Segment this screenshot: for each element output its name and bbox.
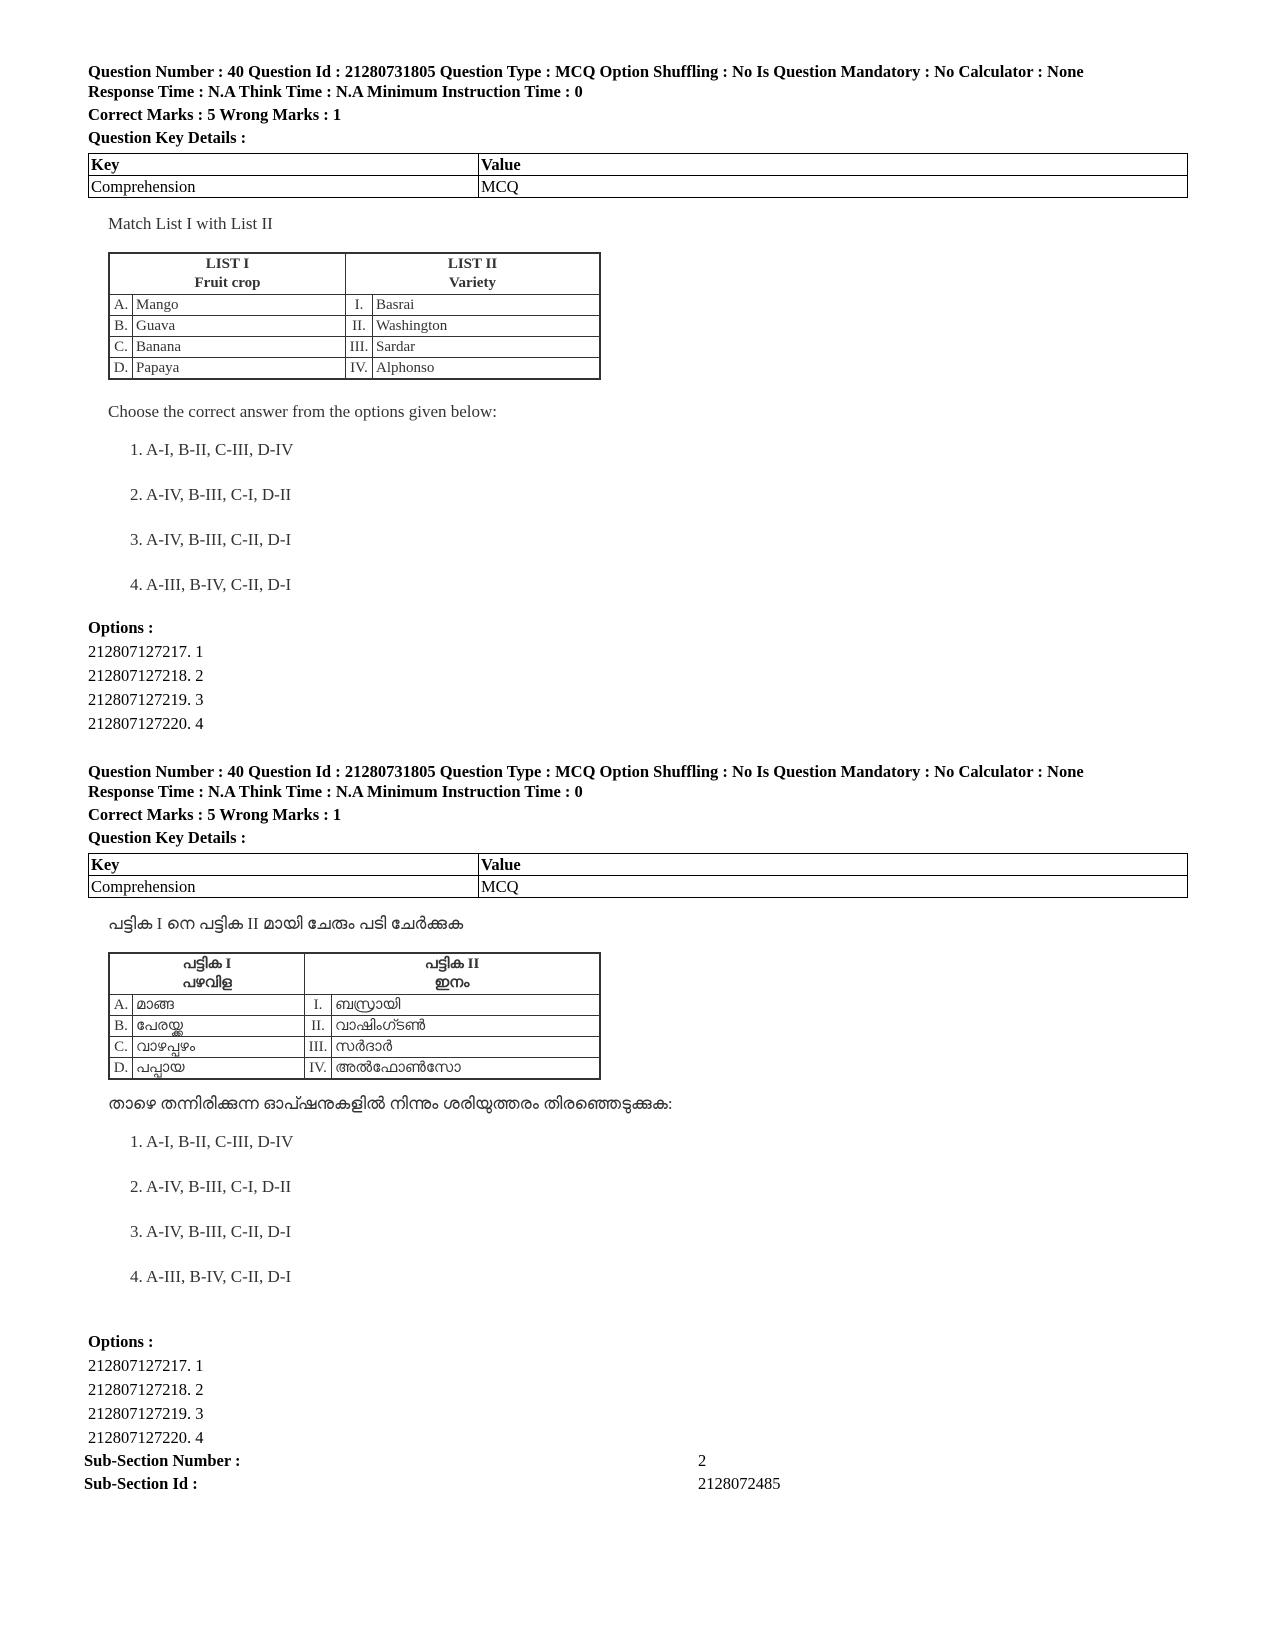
question-meta-line-2: Response Time : N.A Think Time : N.A Minimum Instruction Time : 0	[88, 782, 583, 801]
list-1-subtitle: പഴവിള	[182, 975, 232, 991]
list-2-header	[305, 953, 601, 995]
match-table-header	[109, 253, 600, 295]
row-letter: C.	[109, 337, 133, 358]
option-item: 212807127218. 2	[88, 1380, 204, 1399]
match-row	[109, 295, 600, 316]
list-1-header	[109, 953, 305, 995]
question-meta-line-1: Question Number : 40 Question Id : 21280731805 Question Type : MCQ Option Shuffling : No Is Question Mandatory : No Calculator : None	[88, 62, 1084, 81]
question-content	[108, 214, 1188, 620]
list-2-item: ബസ്രായി	[332, 995, 601, 1016]
list-1-title: LIST I	[205, 256, 250, 272]
list-2-item: അൽഫോൺസോ	[332, 1058, 601, 1080]
answer-choice: 2. A-IV, B-III, C-I, D-II	[130, 485, 292, 504]
list-2-subtitle: Variety	[449, 275, 496, 291]
row-numeral: III.	[346, 337, 373, 358]
list-1-item: Papaya	[133, 358, 346, 380]
list-2-header	[346, 253, 601, 295]
subsection-id-label: Sub-Section Id :	[84, 1474, 198, 1493]
row-letter: C.	[109, 1037, 133, 1058]
subsection-number-label: Sub-Section Number :	[84, 1451, 241, 1470]
question-block-2	[88, 762, 1188, 1312]
answer-choice: 3. A-IV, B-III, C-II, D-I	[130, 530, 292, 549]
subsection-id-row	[84, 1472, 1184, 1495]
match-row	[109, 337, 600, 358]
value-cell: MCQ	[479, 176, 1188, 198]
question-content	[108, 914, 1188, 1312]
row-letter: B.	[109, 1016, 133, 1037]
key-cell: Comprehension	[89, 876, 479, 898]
row-numeral: IV.	[346, 358, 373, 380]
list-2-item: Alphonso	[373, 358, 601, 380]
options-list-1	[88, 616, 1188, 736]
list-2-subtitle: ഇനം	[434, 975, 470, 991]
question-prompt: Match List I with List II	[108, 214, 273, 233]
options-label: Options :	[88, 618, 154, 637]
value-header: Value	[479, 854, 1188, 876]
options-list-2	[88, 1330, 1188, 1450]
key-header: Key	[89, 854, 479, 876]
list-1-subtitle: Fruit crop	[194, 275, 261, 291]
option-item: 212807127217. 1	[88, 1356, 204, 1375]
list-1-item: Guava	[133, 316, 346, 337]
list-2-item: Sardar	[373, 337, 601, 358]
option-item: 212807127218. 2	[88, 666, 204, 685]
value-cell: MCQ	[479, 876, 1188, 898]
row-numeral: I.	[346, 295, 373, 316]
answer-choices	[130, 440, 1188, 620]
row-numeral: II.	[305, 1016, 332, 1037]
answer-choice: 2. A-IV, B-III, C-I, D-II	[130, 1177, 292, 1196]
list-1-item: Mango	[133, 295, 346, 316]
match-table	[108, 252, 601, 380]
match-row	[109, 1016, 600, 1037]
list-2-item: വാഷിംഗ്ടൺ	[332, 1016, 601, 1037]
key-table-row	[89, 876, 1188, 898]
question-meta	[88, 762, 1188, 848]
match-table	[108, 952, 601, 1080]
key-details-table	[88, 153, 1188, 198]
options-label: Options :	[88, 1332, 154, 1351]
row-numeral: I.	[305, 995, 332, 1016]
question-meta-line-2: Response Time : N.A Think Time : N.A Minimum Instruction Time : 0	[88, 82, 583, 101]
list-2-item: Washington	[373, 316, 601, 337]
row-letter: D.	[109, 1058, 133, 1080]
option-item: 212807127219. 3	[88, 1404, 204, 1423]
key-table-header-row	[89, 154, 1188, 176]
option-item: 212807127220. 4	[88, 714, 204, 733]
question-block-1	[88, 62, 1188, 620]
key-header: Key	[89, 154, 479, 176]
answer-choices	[130, 1132, 1188, 1312]
question-meta	[88, 62, 1188, 148]
key-details-label: Question Key Details :	[88, 128, 247, 147]
list-2-item: സർദാർ	[332, 1037, 601, 1058]
answer-choice: 4. A-III, B-IV, C-II, D-I	[130, 575, 292, 594]
answer-choice: 1. A-I, B-II, C-III, D-IV	[130, 1132, 294, 1151]
match-row	[109, 995, 600, 1016]
list-2-item: Basrai	[373, 295, 601, 316]
list-1-item: വാഴപ്പഴം	[133, 1037, 305, 1058]
question-prompt: പട്ടിക I നെ പട്ടിക II മായി ചേരും പടി ചേർക്കുക	[108, 914, 464, 933]
key-table-header-row	[89, 854, 1188, 876]
list-1-title: പട്ടിക I	[182, 956, 232, 972]
list-1-item: പേരയ്ക്ക	[133, 1016, 305, 1037]
answer-choice: 1. A-I, B-II, C-III, D-IV	[130, 440, 294, 459]
key-details-table	[88, 853, 1188, 898]
match-table-header	[109, 953, 600, 995]
list-1-item: പപ്പായ	[133, 1058, 305, 1080]
match-row	[109, 1058, 600, 1080]
row-letter: A.	[109, 995, 133, 1016]
subsection-number-value: 2	[698, 1451, 707, 1470]
subsection-info	[84, 1449, 1184, 1495]
match-row	[109, 358, 600, 380]
subsection-id-value: 2128072485	[698, 1474, 781, 1493]
list-1-item: മാങ്ങ	[133, 995, 305, 1016]
option-item: 212807127219. 3	[88, 690, 204, 709]
row-numeral: IV.	[305, 1058, 332, 1080]
answer-choice: 3. A-IV, B-III, C-II, D-I	[130, 1222, 292, 1241]
value-header: Value	[479, 154, 1188, 176]
key-cell: Comprehension	[89, 176, 479, 198]
row-numeral: II.	[346, 316, 373, 337]
match-row	[109, 316, 600, 337]
answer-choice: 4. A-III, B-IV, C-II, D-I	[130, 1267, 292, 1286]
marks-line: Correct Marks : 5 Wrong Marks : 1	[88, 105, 342, 124]
choose-instruction: താഴെ തന്നിരിക്കുന്ന ഓപ്ഷനുകളിൽ നിന്നും ശരിയുത്തരം തിരഞ്ഞെടുക്കുക:	[108, 1094, 673, 1113]
list-2-title: LIST II	[447, 256, 498, 272]
row-numeral: III.	[305, 1037, 332, 1058]
list-1-header	[109, 253, 346, 295]
question-meta-line-1: Question Number : 40 Question Id : 21280731805 Question Type : MCQ Option Shuffling : No Is Question Mandatory : No Calculator : None	[88, 762, 1084, 781]
list-2-title: പട്ടിക II	[424, 956, 480, 972]
key-table-row	[89, 176, 1188, 198]
choose-instruction: Choose the correct answer from the options given below:	[108, 402, 498, 421]
row-letter: B.	[109, 316, 133, 337]
match-row	[109, 1037, 600, 1058]
row-letter: D.	[109, 358, 133, 380]
key-details-label: Question Key Details :	[88, 828, 247, 847]
option-item: 212807127220. 4	[88, 1428, 204, 1447]
marks-line: Correct Marks : 5 Wrong Marks : 1	[88, 805, 342, 824]
list-1-item: Banana	[133, 337, 346, 358]
row-letter: A.	[109, 295, 133, 316]
option-item: 212807127217. 1	[88, 642, 204, 661]
subsection-number-row	[84, 1449, 1184, 1472]
